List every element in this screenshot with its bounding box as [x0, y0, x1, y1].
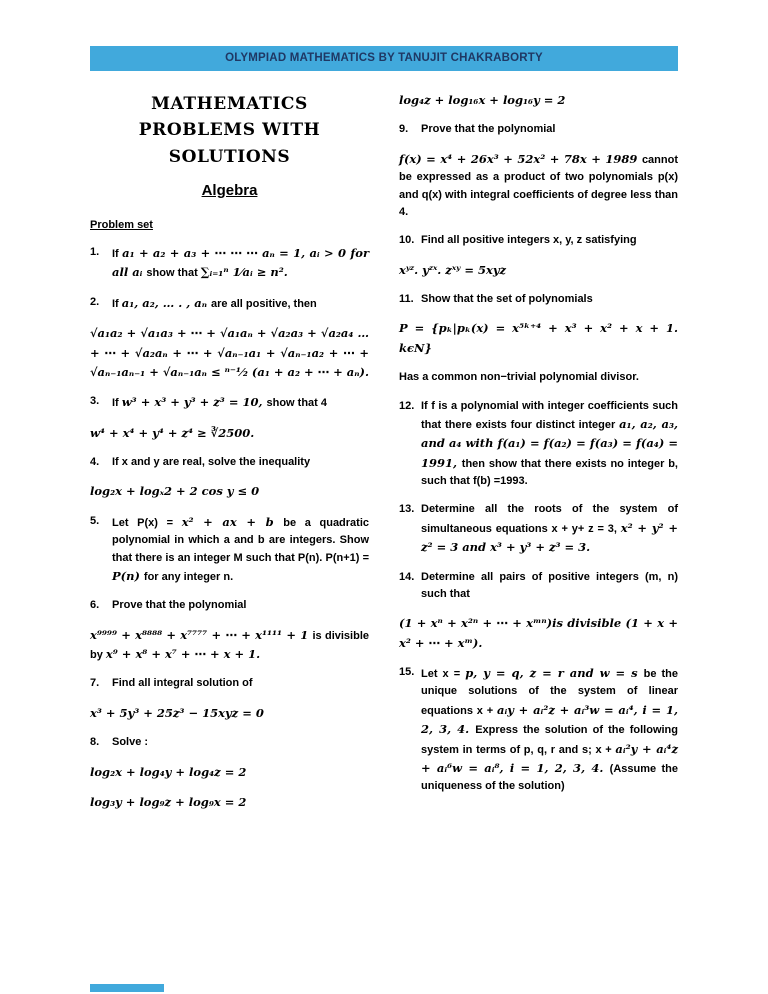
problem-number: 7. [90, 677, 100, 690]
text-run: Show that the set of polynomials [421, 293, 593, 305]
display-math [399, 319, 678, 358]
text-run: are all positive, then [211, 297, 317, 310]
problem-item [90, 597, 369, 614]
problem-text [112, 397, 327, 409]
math-run: x⁹ + x⁸ + x⁷ + ⋯ + x + 1. [105, 647, 261, 662]
display-math [90, 424, 369, 443]
problem-text [421, 503, 678, 554]
text-run: Find all integral solution of [112, 677, 253, 690]
text-run: then show that there exists no integer b, such that f(b) =1993. [421, 457, 678, 487]
text-run: If [112, 297, 122, 310]
math-run: log₂x + log₄y + log₄z = 2 [90, 764, 247, 779]
math-run: a₁, a₂, … . , aₙ [121, 295, 212, 310]
text-run: Has a common non−trivial polynomial divisor. [399, 371, 639, 384]
math-run: p, y = q, z = r and w = s [465, 666, 644, 680]
header-title: OLYMPIAD MATHEMATICS BY TANUJIT CHAKRABORTY [225, 52, 543, 64]
text-run: Solve : [112, 736, 149, 749]
text-run: Let P(x) = [112, 516, 182, 529]
problem-number: 4. [90, 456, 100, 469]
problem-number: 12. [399, 399, 415, 412]
text-run: is divisible by [90, 629, 369, 662]
math-run: x⁹⁹⁹⁹ + x⁸⁸⁸⁸ + x⁷⁷⁷⁷ + ⋯ + x¹¹¹¹ + 1 [90, 627, 313, 642]
problem-item [399, 121, 678, 138]
problem-text [112, 248, 369, 279]
problem-item [90, 294, 369, 313]
subsection-heading: Problem set [90, 219, 153, 232]
problem-text [421, 668, 678, 792]
problem-text [421, 571, 678, 600]
problem-item [399, 569, 678, 604]
title-line-2: PROBLEMS WITH [138, 120, 321, 141]
math-run: P(n) [112, 568, 144, 583]
math-run: a₁, a₂, a₃, and a₄ with f(a₁) = f(a₂) = f(a₃) = f(a₄) = 1991, [421, 416, 678, 470]
display-math [399, 261, 678, 280]
problem-text [112, 456, 310, 468]
math-run: f(x) = x⁴ + 26x³ + 52x² + 78x + 1989 [399, 151, 642, 166]
problem-number: 15. [399, 666, 415, 678]
text-run: be a quadratic polynomial in which a and b are integers. Show that there is an integer M such that P(n). P(n+1) = [112, 516, 370, 564]
math-run: xʸᶻ. yᶻˣ. zˣʸ = 5xyz [399, 262, 507, 277]
text-run: Determine all the roots of the system of simultaneous equations x + y+ z = 3, [421, 503, 678, 535]
text-run: Prove that the polynomial [112, 599, 247, 612]
problem-number: 14. [399, 570, 415, 583]
math-run: w⁴ + x⁴ + y⁴ + z⁴ ≥ ∛2500. [90, 425, 255, 440]
math-run: P = {pₖ|pₖ(x) = x⁵ᵏ⁺⁴ + x³ + x² + x + 1. kϵN} [399, 321, 678, 355]
math-run: a₁ + a₂ + a₃ + ⋯ ⋯ ⋯ aₙ = 1, aᵢ > 0 for all aᵢ [112, 246, 369, 280]
display-math [90, 704, 369, 723]
problem-item [90, 393, 369, 412]
text-run: If [112, 248, 123, 261]
problem-number: 6. [90, 599, 100, 612]
text-run: (Assume the uniqueness of the solution) [421, 762, 678, 793]
math-run: (1 + xⁿ + x²ⁿ + ⋯ + xᵐⁿ)is divisible (1 + x + x² + ⋯ + xᵐ). [399, 616, 678, 650]
text-run: for any integer n. [143, 570, 234, 583]
left-column [90, 91, 369, 823]
problem-item [90, 244, 369, 283]
right-column [399, 91, 678, 823]
problem-text [421, 293, 593, 305]
problem-text [112, 295, 317, 310]
math-run: log₃y + log₉z + log₉x = 2 [90, 794, 247, 809]
title-line-1: MATHEMATICS [151, 94, 308, 114]
problem-number: 1. [90, 246, 100, 259]
header-banner [90, 46, 678, 71]
text-run: If x and y are real, solve the inequality [112, 456, 311, 469]
next-page-banner-peek [90, 984, 164, 992]
text-run: show that [146, 267, 201, 280]
title-line-3: SOLUTIONS [168, 146, 291, 167]
text-run: Find all positive integers x, y, z satisfying [421, 234, 637, 247]
display-math [90, 763, 369, 782]
display-math [90, 793, 369, 812]
problem-number: 5. [90, 514, 100, 527]
problem-item [399, 232, 678, 249]
problem-number: 2. [90, 295, 100, 308]
problem-number: 8. [90, 736, 100, 749]
math-run: aᵢ²y + aᵢ⁴z + aᵢ⁶w = aᵢ⁸, i = 1, 2, 3, 4. [421, 741, 678, 775]
paragraph [90, 626, 369, 665]
math-run: ∑ᵢ₌₁ⁿ 1⁄aᵢ ≥ n². [200, 265, 288, 280]
problem-text [112, 514, 370, 583]
text-run: cannot be expressed as a product of two polynomials p(x) and q(x) with integral coefficients of degree less than 4. [399, 153, 678, 218]
problem-text [421, 400, 678, 488]
text-run: show that 4 [266, 397, 327, 410]
problem-number: 3. [90, 395, 100, 408]
display-math [90, 482, 369, 501]
problem-number: 10. [399, 234, 415, 247]
math-run: w³ + x³ + y³ + z³ = 10, [121, 395, 267, 410]
text-run: Express the solution of the following system in terms of p, q, r and s; x + [421, 724, 678, 756]
problem-text [421, 123, 555, 135]
math-run: aᵢy + aᵢ²z + aᵢ³w = aᵢ⁴, i = 1, 2, 3, 4. [421, 702, 678, 737]
display-math [90, 324, 369, 382]
text-run: If f is a polynomial with integer coefficients such that there exists four distinct integer [421, 399, 678, 431]
display-math [399, 614, 678, 653]
problem-number: 13. [399, 503, 415, 516]
page-content [90, 91, 678, 823]
text-run: Prove that the polynomial [421, 123, 556, 136]
text-run: Let x = [421, 668, 466, 680]
text-run: be the unique solutions of the system of linear equations x + [421, 668, 678, 717]
text-run: Determine all pairs of positive integers (m, n) such that [421, 570, 678, 600]
problem-text [421, 234, 637, 246]
problem-number: 11. [399, 293, 414, 305]
math-run: log₄z + log₁₆x + log₁₆y = 2 [399, 93, 566, 107]
math-run: x² + ax + b [181, 514, 284, 529]
problem-number: 9. [399, 123, 409, 136]
paragraph [399, 369, 678, 386]
problem-item [90, 675, 369, 692]
math-run: √a₁a₂ + √a₁a₃ + ⋯ + √a₁aₙ + √a₂a₃ + √a₂a₄ … + ⋯ + √a₂aₙ + ⋯ + √aₙ₋₁a₁ + √aₙ₋₁a₂ + ⋯ + √aₙ₋₁aₙ₋₁ + √aₙ₋₁aₙ ≤ ⁿ⁻¹⁄₂ (a₁ + a₂ + ⋯ + aₙ). [90, 326, 369, 379]
problem-text [112, 599, 246, 611]
problem-item [90, 454, 369, 471]
problem-text [112, 677, 253, 689]
problem-item [399, 398, 678, 491]
paragraph [399, 150, 678, 222]
problem-item [90, 734, 369, 751]
section-heading: Algebra [201, 182, 258, 200]
math-run: log₂x + logₓ2 + 2 cos y ≤ 0 [90, 484, 260, 499]
display-math [399, 91, 678, 110]
problem-item [90, 513, 369, 587]
problem-item [399, 664, 678, 796]
problem-item [399, 291, 678, 308]
math-run: x³ + 5y³ + 25z³ − 15xyz = 0 [90, 705, 264, 720]
problem-item [399, 501, 678, 557]
text-run: If [112, 397, 122, 410]
document-title [90, 91, 369, 170]
math-run: x² + y² + z² = 3 and x³ + y³ + z³ = 3. [421, 520, 678, 555]
problem-text [112, 736, 148, 748]
